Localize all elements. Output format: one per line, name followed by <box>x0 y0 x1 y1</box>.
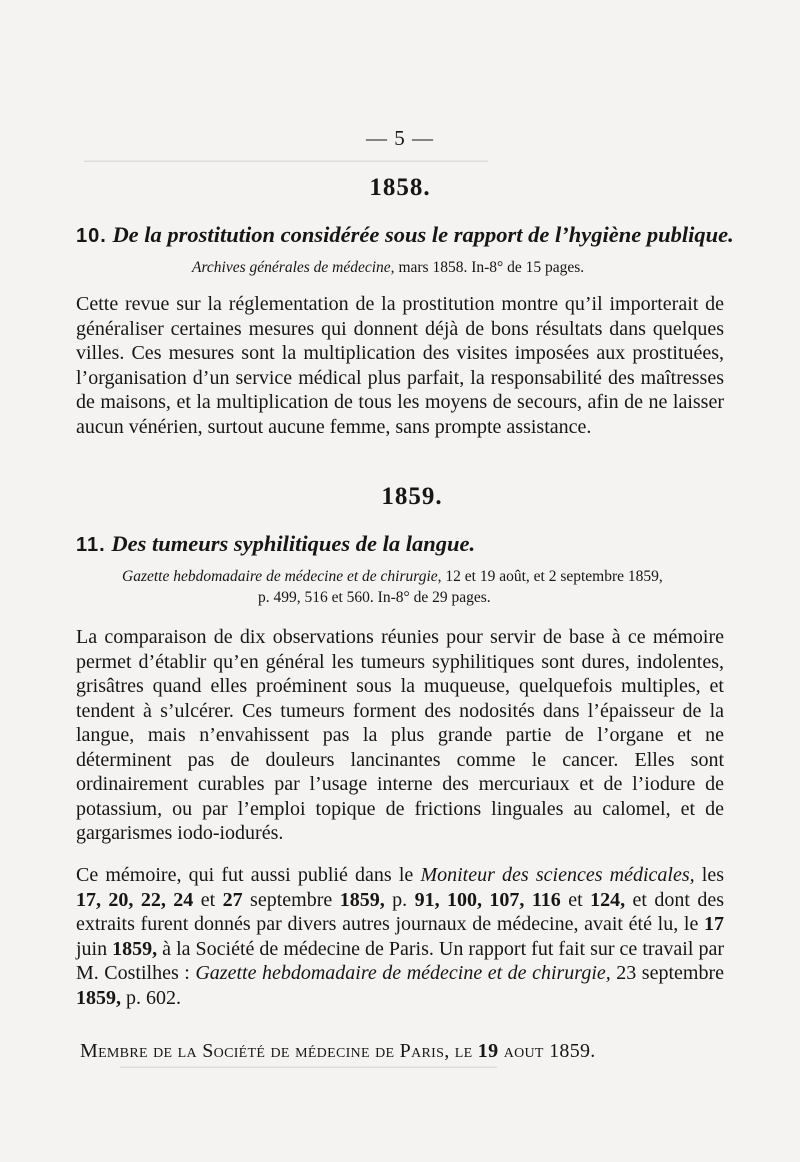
page-number: — 5 — <box>366 126 434 150</box>
text-run: juin <box>76 937 113 960</box>
number-run: 1859, <box>76 986 121 1009</box>
number-run: 1859, <box>112 937 158 960</box>
membership-date: aout 1859. <box>498 1040 596 1062</box>
number-run: 17, 20, 22, 24 <box>76 888 194 911</box>
entry-title-text: Des tumeurs syphilitiques de la langue. <box>111 531 476 556</box>
entry-10-summary: Cette revue sur la réglementation de la prostitution montre qu’il importerait de généraliser certaines mesures qui donnent déjà de bons résultats dans quelques villes. Ces mesures sont la multiplication des visites imposées aux prostituées, l’organisation d’un service médical plus parfait, la responsabilité des maîtresses de maisons, et la multiplication de tous les moyens de secours, afin de ne laisser aucun vénérien, surtout aucune femme, sans prompte assistance. <box>76 293 724 438</box>
text-run: Ce mémoire, qui fut aussi publié dans le <box>76 864 421 886</box>
source-details: 12 et 19 août, et 2 septembre 1859, <box>441 568 663 585</box>
bleed-through-text: ──────────────────────────── <box>120 1057 497 1078</box>
number-run: 91, 100, 107, 116 <box>414 888 561 911</box>
text-run: p. 602. <box>121 986 181 1009</box>
journal-name: Moniteur des sciences médicales, <box>420 864 695 886</box>
text-run: à la Société de médecine de Paris. Un rapport fut fait sur ce travail par M. Costilhes : <box>76 937 724 984</box>
text-run: et <box>560 888 591 911</box>
journal-name: Gazette hebdomadaire de médecine et de chirurgie, <box>195 962 611 984</box>
entry-number: 11. <box>76 534 106 556</box>
membership-day: 19 <box>477 1040 499 1062</box>
year-heading-1859: 1859. <box>381 483 443 510</box>
year-heading-1858: 1858. <box>369 174 431 201</box>
entry-11-source-line-2: p. 499, 516 et 560. In-8° de 29 pages. <box>258 589 491 606</box>
text-run: 23 septembre <box>610 962 724 984</box>
text-run: et <box>193 888 223 911</box>
entry-11-summary: La comparaison de dix observations réunies pour servir de base à ce mémoire permet d’établir qu’en général les tumeurs syphilitiques sont dures, indolentes, grisâtres quand elles proéminent sous la muqueuse, quelquefois multiples, et tendent à s’ulcérer. Ces tumeurs forment des nodosités dans l’épaisseur de la langue, mais n’envahissent pas la plus grande partie de l’organe et ne déterminent pas de douleurs lancinantes comme le cancer. Elles sont ordinairement curables par l’usage interne des mercuriaux et de l’iodure de potassium, ou par l’emploi topique de frictions linguales au calomel, et de gargarismes iodo-iodurés. <box>76 626 724 844</box>
number-run: 1859, <box>339 888 385 911</box>
entry-11-publication-note <box>76 863 724 1013</box>
entry-11-source-line-1 <box>122 567 663 587</box>
number-run: 17 <box>704 913 724 935</box>
text-run: et dont des extraits furent donnés par divers autres journaux de médecine, avait été lu, le <box>76 888 725 935</box>
text-run: septembre <box>242 888 340 911</box>
journal-name: Archives générales de médecine, <box>192 259 395 276</box>
bleed-through-text: ────────────────────────────── <box>84 151 488 172</box>
entry-number: 10. <box>76 225 107 247</box>
source-details: mars 1858. In-8° de 15 pages. <box>394 259 585 276</box>
text-run: p. <box>384 888 415 911</box>
number-run: 124, <box>590 888 626 911</box>
society-membership-line <box>80 1040 740 1063</box>
entry-10-source <box>192 258 584 278</box>
journal-name: Gazette hebdomadaire de médecine et de chirurgie, <box>122 568 442 585</box>
entry-11-title <box>76 531 736 557</box>
membership-text: Membre de la Société de médecine de Paris, le <box>80 1040 478 1062</box>
number-run: 27 <box>222 888 243 911</box>
entry-title-text: De la prostitution considérée sous le rapport de l’hygiène publique. <box>112 222 734 247</box>
text-run: les <box>694 864 724 886</box>
entry-10-title <box>76 222 736 248</box>
